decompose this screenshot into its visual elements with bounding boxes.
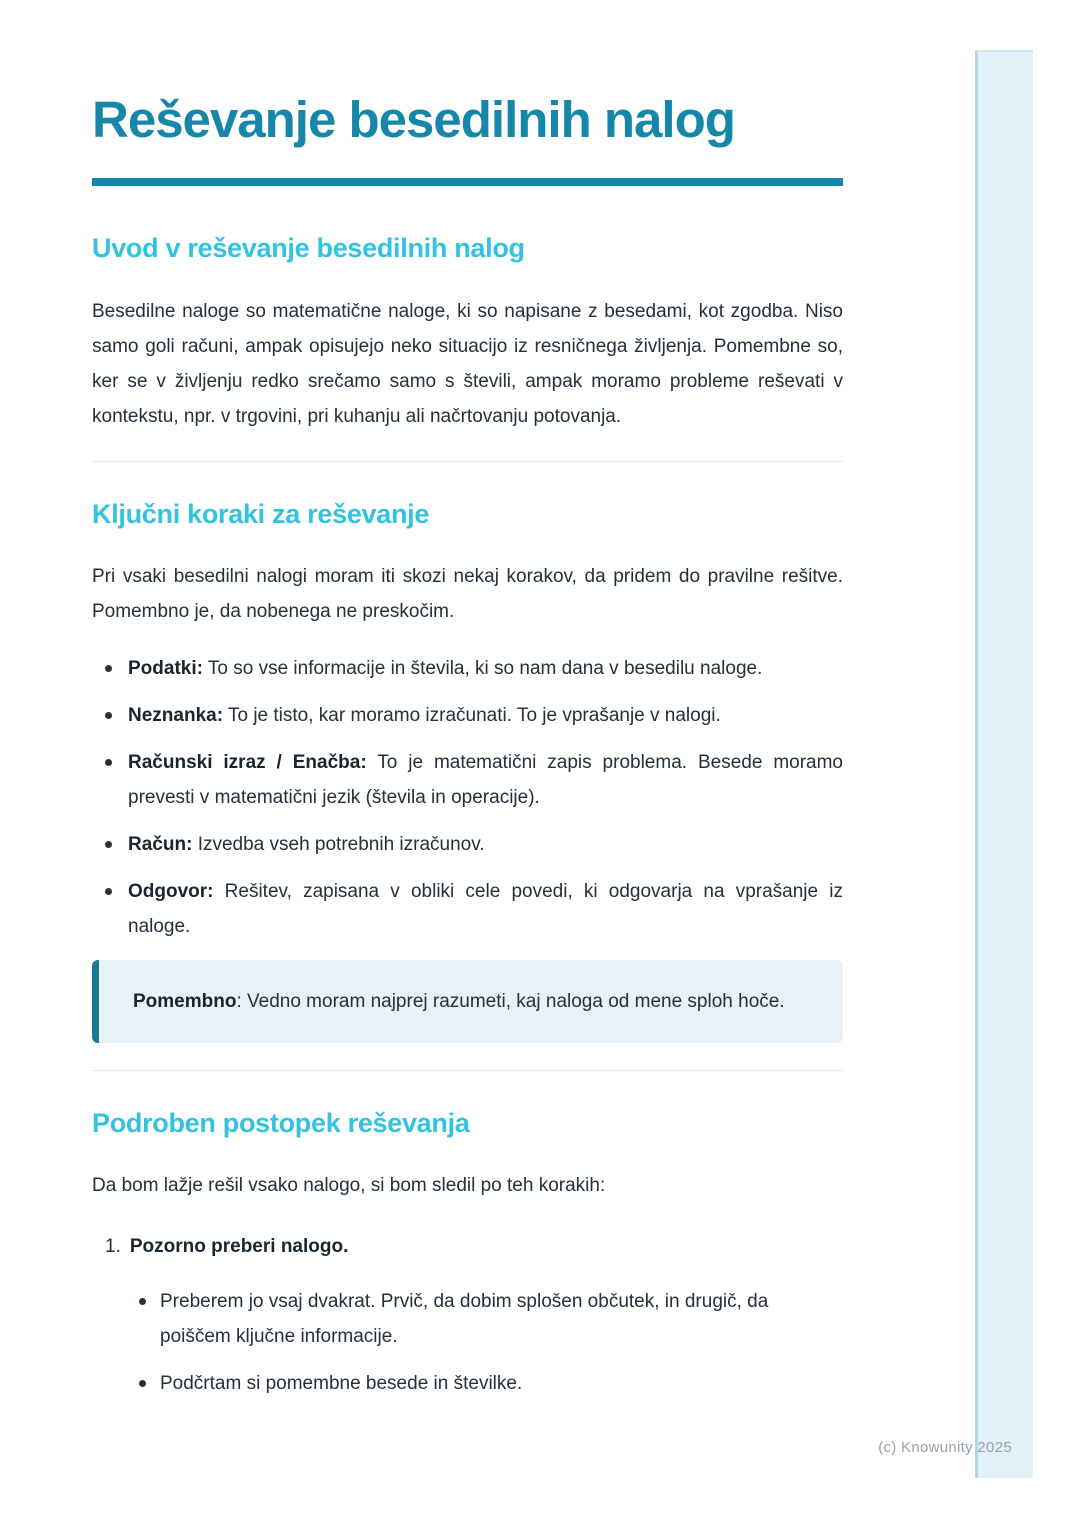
list-item-term: Podatki: xyxy=(128,657,203,679)
list-item xyxy=(92,874,843,944)
section-intro xyxy=(92,232,843,433)
section-divider xyxy=(92,1070,843,1071)
section-heading-key-steps: Ključni koraki za reševanje xyxy=(92,498,430,529)
list-item xyxy=(92,698,843,733)
list-item xyxy=(127,1366,843,1401)
list-item-term: Neznanka: xyxy=(128,704,224,726)
list-item xyxy=(92,827,843,862)
numbered-item xyxy=(92,1229,843,1264)
right-margin-strip xyxy=(975,50,1033,1478)
numbered-item-number: 1. xyxy=(105,1236,121,1258)
key-steps-paragraph: Pri vsaki besedilni nalogi moram iti skozi nekaj korakov, da pridem do pravilne rešitve. Pomembno je, da nobenega ne preskočim. xyxy=(92,565,843,622)
intro-paragraph: Besedilne naloge so matematične naloge, ki so napisane z besedami, kot zgodba. Niso samo goli računi, ampak opisujejo neko situacijo iz resničnega življenja. Pomembne so, ker se v življenju redko srečamo samo s števili, ampak moramo probleme reševati v kontekstu, npr. v trgovini, pri kuhanju ali načrtovanju potovanja. xyxy=(92,300,843,427)
section-procedure xyxy=(92,1107,843,1401)
list-item-text: Izvedba vseh potrebnih izračunov. xyxy=(197,833,485,855)
important-callout xyxy=(92,960,843,1043)
list-item-text: To je tisto, kar moramo izračunati. To je vprašanje v nalogi. xyxy=(227,704,721,726)
list-item xyxy=(92,651,843,686)
list-item-term: Računski izraz / Enačba: xyxy=(128,751,367,773)
section-divider xyxy=(92,461,843,462)
list-item-text: Podčrtam si pomembne besede in številke. xyxy=(160,1373,523,1395)
section-key-steps xyxy=(92,498,843,1043)
list-item-text: Rešitev, zapisana v obliki cele povedi, ki odgovarja na vprašanje iz naloge. xyxy=(128,880,843,937)
procedure-paragraph: Da bom lažje rešil vsako nalogo, si bom sledil po teh korakih: xyxy=(92,1175,606,1197)
procedure-sub-list xyxy=(92,1284,843,1401)
list-item-text: Preberem jo vsaj dvakrat. Prvič, da dobim splošen občutek, in drugič, da poiščem ključne informacije. xyxy=(160,1291,769,1348)
page-title: Reševanje besedilnih nalog xyxy=(92,91,735,148)
callout-term: Pomembno xyxy=(133,990,237,1012)
document-content xyxy=(92,0,843,1413)
callout-body: : Vedno moram najprej razumeti, kaj naloga od mene sploh hoče. xyxy=(236,990,785,1012)
list-item-term: Račun: xyxy=(128,833,193,855)
key-steps-list xyxy=(92,651,843,944)
section-heading-procedure: Podroben postopek reševanja xyxy=(92,1107,470,1138)
numbered-item-title: Pozorno preberi nalogo. xyxy=(129,1236,349,1258)
list-item xyxy=(127,1284,843,1354)
section-heading-intro: Uvod v reševanje besedilnih nalog xyxy=(92,233,525,264)
list-item-text: To je matematični zapis problema. Besede moramo prevesti v matematični jezik (števila in operacije). xyxy=(128,751,844,808)
list-item-term: Odgovor: xyxy=(128,880,214,902)
title-underline-rule xyxy=(92,178,843,186)
list-item xyxy=(92,745,843,815)
callout-text xyxy=(133,984,803,1019)
list-item-text: To so vse informacije in števila, ki so nam dana v besedilu naloge. xyxy=(207,657,763,679)
copyright-watermark: (c) Knowunity 2025 xyxy=(878,1439,1012,1456)
